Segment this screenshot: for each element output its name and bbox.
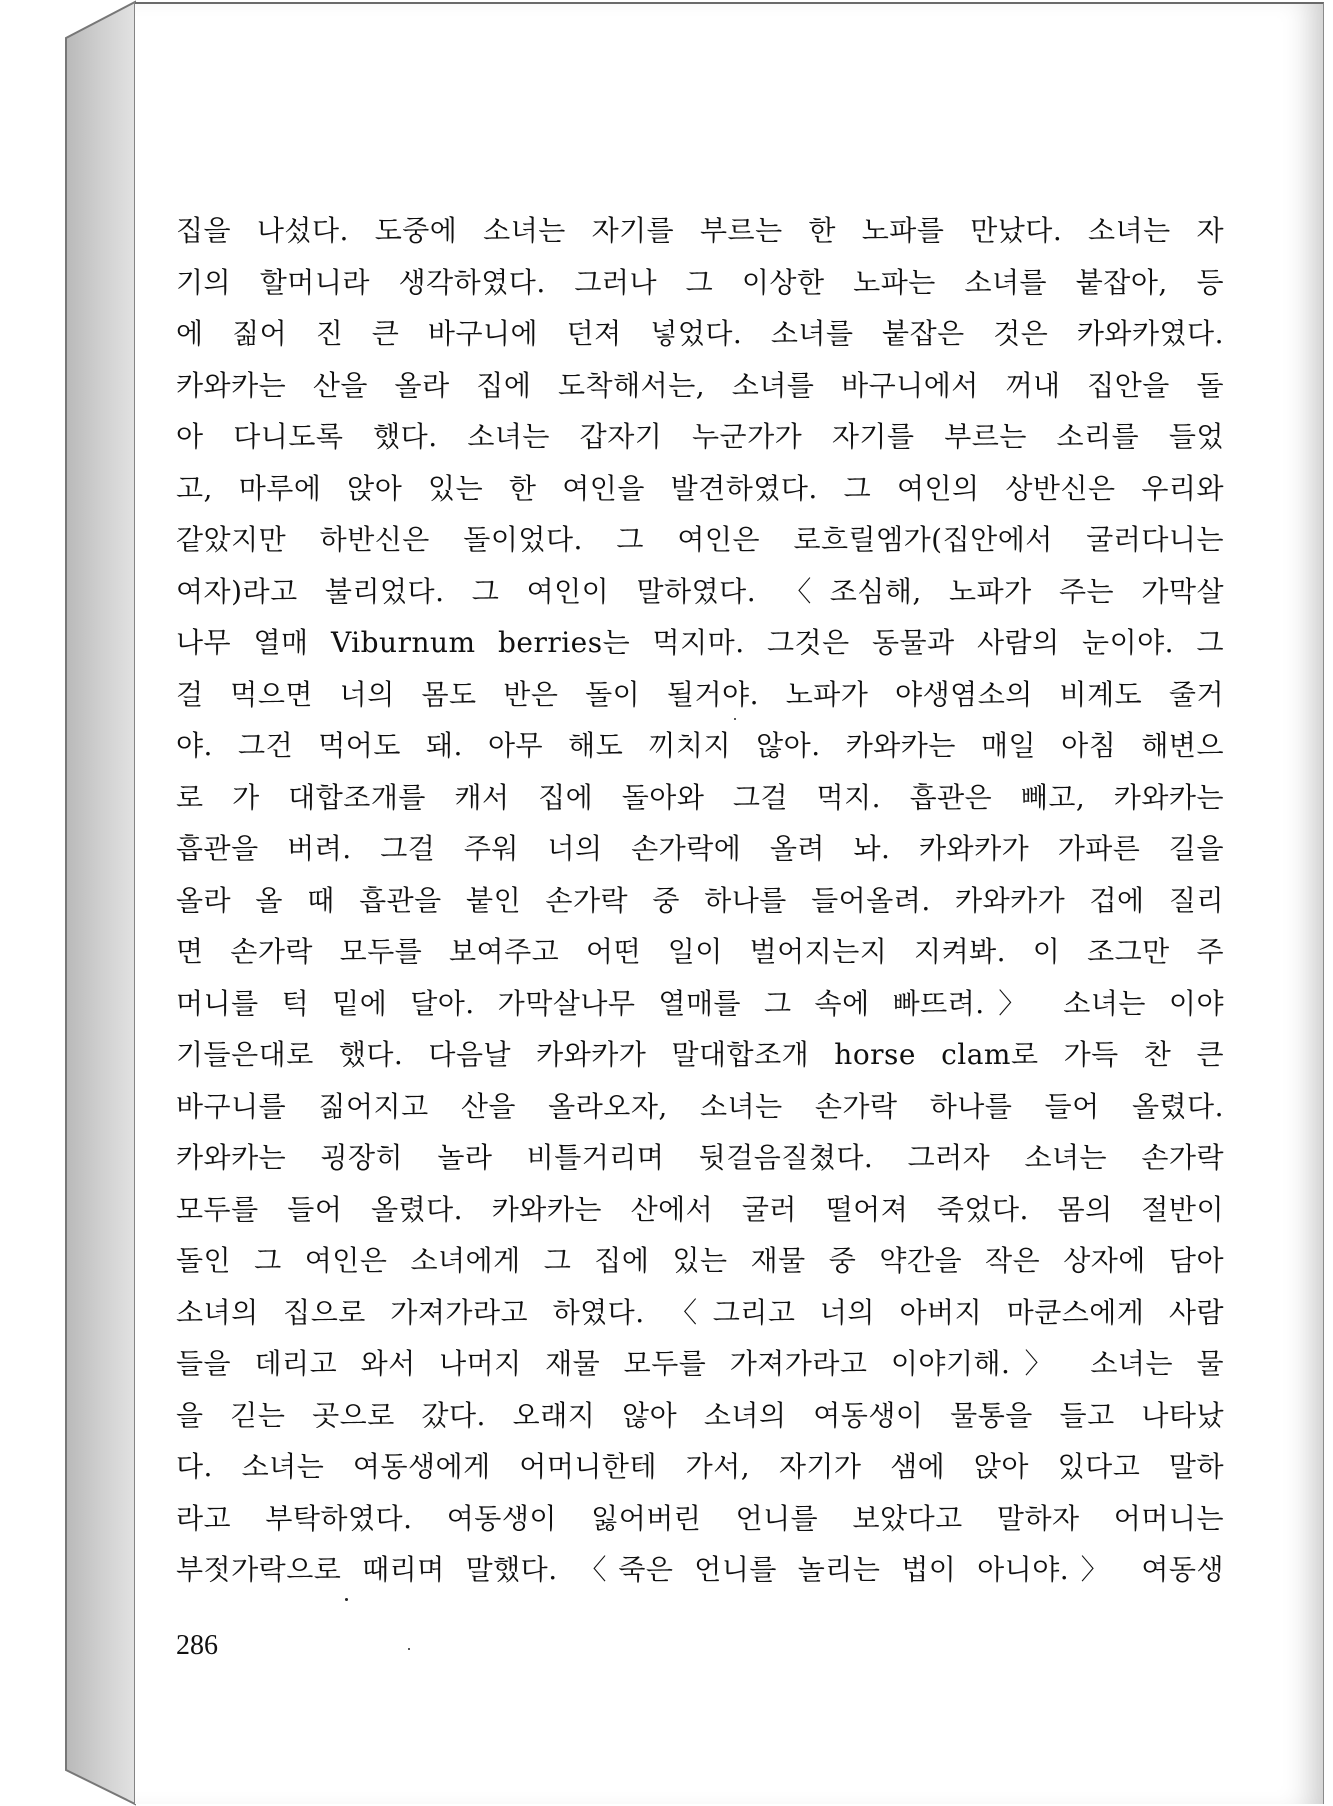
text-line: 집을 나섰다. 도중에 소녀는 자기를 부르는 한 노파를 만났다. 소녀는 자 bbox=[176, 214, 1224, 247]
page-number: 286 bbox=[176, 1630, 218, 1661]
text-line: 흡관을 버려. 그걸 주워 너의 손가락에 올려 놔. 카와카가 가파른 길을 bbox=[176, 832, 1224, 865]
text-line: 여자)라고 불리었다. 그 여인이 말하였다. 〈조심해, 노파가 주는 가막살 bbox=[176, 574, 1224, 608]
text-line: 카와카는 굉장히 놀라 비틀거리며 뒷걸음질쳤다. 그러자 소녀는 손가락 bbox=[176, 1141, 1224, 1174]
text-line: 아 다니도록 했다. 소녀는 갑자기 누군가가 자기를 부르는 소리를 들었 bbox=[176, 420, 1224, 453]
text-line: 카와카는 산을 올라 집에 도착해서는, 소녀를 바구니에서 꺼내 집안을 돌 bbox=[176, 368, 1224, 402]
text-line: 기의 할머니라 생각하였다. 그러나 그 이상한 노파는 소녀를 붙잡아, 등 bbox=[176, 265, 1224, 299]
speck bbox=[408, 1648, 410, 1650]
text-line: 야. 그건 먹어도 돼. 아무 해도 끼치지 않아. 카와카는 매일 아침 해변으 bbox=[176, 729, 1224, 762]
text-line: 에 짊어 진 큰 바구니에 던져 넣었다. 소녀를 붙잡은 것은 카와카였다. bbox=[176, 317, 1224, 350]
text-line: 라고 부탁하였다. 여동생이 잃어버린 언니를 보았다고 말하자 어머니는 bbox=[176, 1501, 1224, 1535]
text-line: 바구니를 짊어지고 산을 올라오자, 소녀는 손가락 하나를 들어 올렸다. bbox=[176, 1089, 1224, 1123]
text-line: 다. 소녀는 여동생에게 어머니한테 가서, 자기가 샘에 앉아 있다고 말하 bbox=[176, 1450, 1224, 1483]
text-line: 같았지만 하반신은 돌이었다. 그 여인은 로흐릴엠가(집안에서 굴러다니는 bbox=[176, 523, 1224, 556]
text-line: 걸 먹으면 너의 몸도 반은 돌이 될거야. 노파가 야생염소의 비계도 줄거 bbox=[176, 677, 1224, 711]
text-line: 머니를 턱 밑에 달아. 가막살나무 열매를 그 속에 빠뜨려.〉 소녀는 이야 bbox=[176, 986, 1224, 1020]
text-line: 돌인 그 여인은 소녀에게 그 집에 있는 재물 중 약간을 작은 상자에 담아 bbox=[176, 1244, 1224, 1277]
text-line: 을 긷는 곳으로 갔다. 오래지 않아 소녀의 여동생이 물통을 들고 나타났 bbox=[176, 1398, 1224, 1432]
text-line: 면 손가락 모두를 보여주고 어떤 일이 벌어지는지 지켜봐. 이 조그만 주 bbox=[176, 935, 1224, 968]
text-line: 올라 올 때 흡관을 붙인 손가락 중 하나를 들어올려. 카와카가 겁에 질리 bbox=[176, 883, 1224, 917]
text-line: 고, 마루에 앉아 있는 한 여인을 발견하였다. 그 여인의 상반신은 우리와 bbox=[176, 471, 1224, 505]
text-line: 기들은대로 했다. 다음날 카와카가 말대합조개 horse clam로 가득 찬 큰 bbox=[176, 1038, 1224, 1071]
text-line: 모두를 들어 올렸다. 카와카는 산에서 굴러 떨어져 죽었다. 몸의 절반이 bbox=[176, 1192, 1224, 1226]
text-line: 소녀의 집으로 가져가라고 하였다. 〈그리고 너의 아버지 마쿤스에게 사람 bbox=[176, 1295, 1224, 1329]
text-line: 들을 데리고 와서 나머지 재물 모두를 가져가라고 이야기해.〉 소녀는 물 bbox=[176, 1347, 1224, 1380]
text-line: 부젓가락으로 때리며 말했다. 〈죽은 언니를 놀리는 법이 아니야.〉 여동생 bbox=[176, 1553, 1224, 1586]
speck bbox=[345, 1598, 348, 1601]
speck bbox=[734, 718, 736, 720]
body-text bbox=[176, 205, 1224, 1596]
text-line: 로 가 대합조개를 캐서 집에 돌아와 그걸 먹지. 흡관은 빼고, 카와카는 bbox=[176, 780, 1224, 814]
text-line: 나무 열매 Viburnum berries는 먹지마. 그것은 동물과 사람의 눈이야. 그 bbox=[176, 626, 1224, 659]
